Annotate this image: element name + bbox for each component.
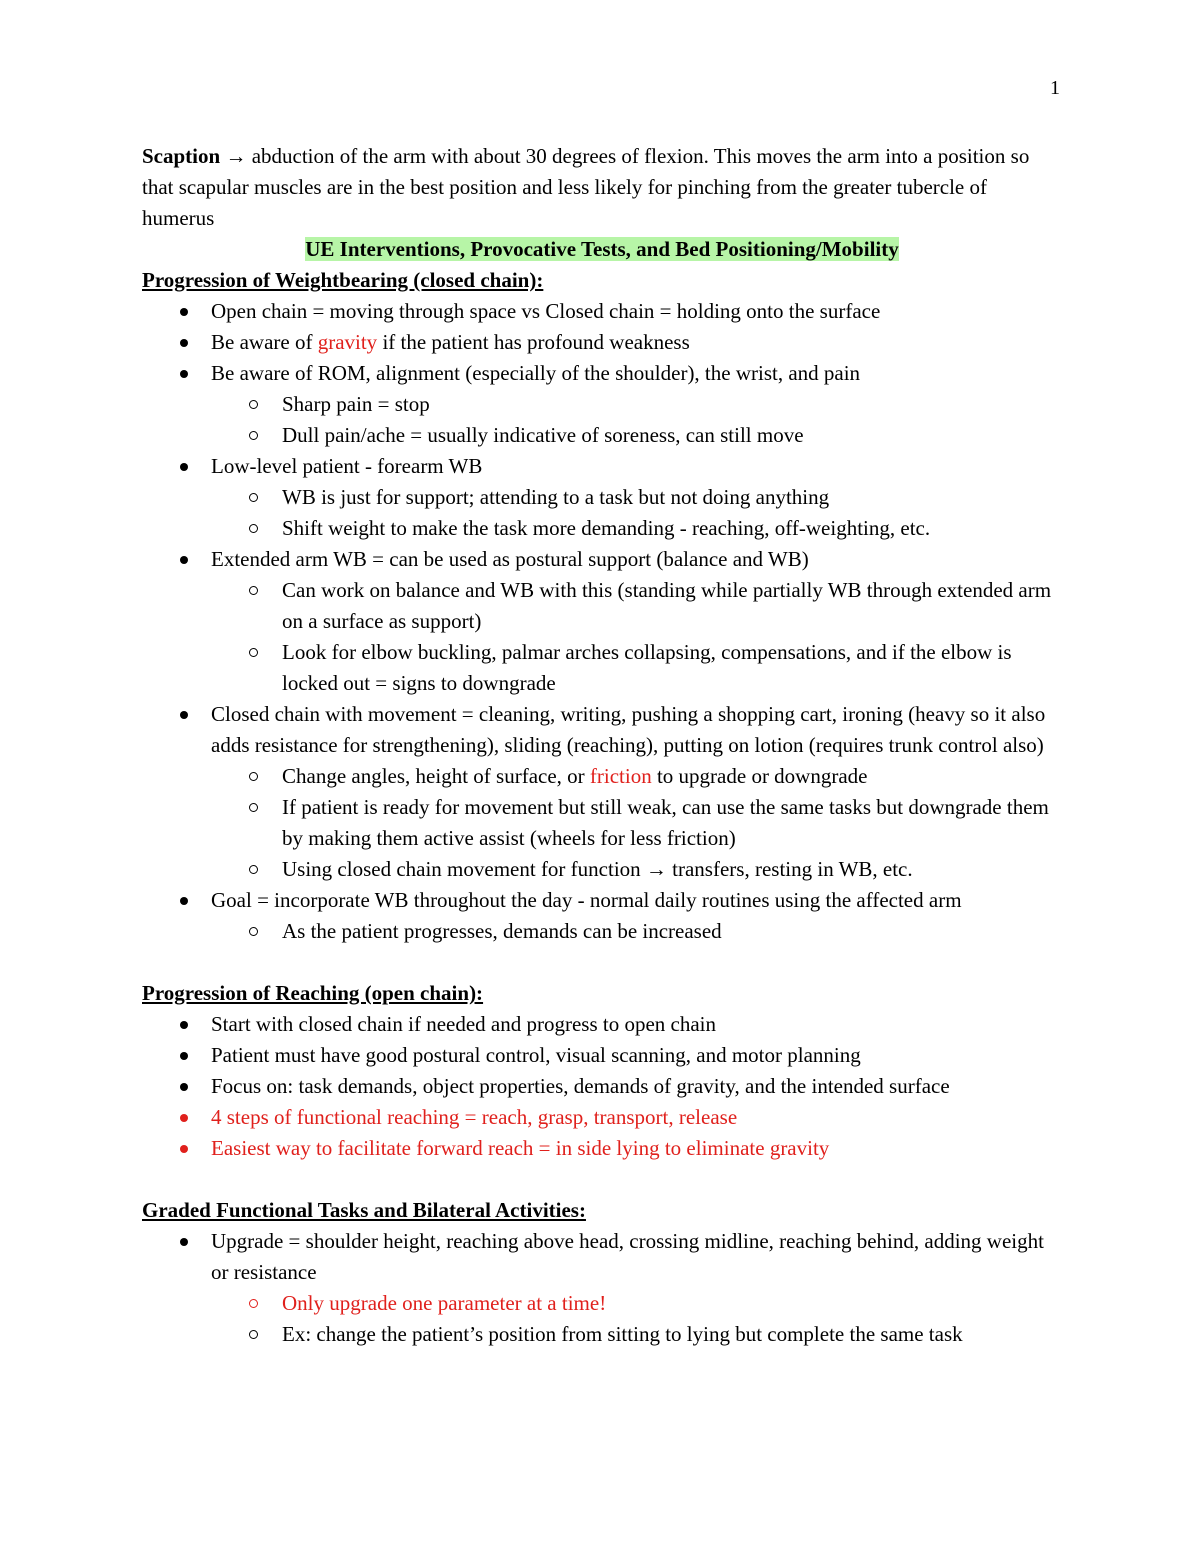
list-item-text: Be aware of	[211, 330, 318, 354]
list-item: Focus on: task demands, object properties, demands of gravity, and the intended surface	[142, 1071, 1062, 1102]
sub-list-item: Ex: change the patient’s position from sitting to lying but complete the same task	[142, 1319, 1062, 1350]
sub-list-item: Can work on balance and WB with this (standing while partially WB through extended arm on a surface as support)	[142, 575, 1062, 637]
section-heading-weightbearing: Progression of Weightbearing (closed chain):	[142, 268, 544, 292]
scaption-definition	[142, 141, 1062, 234]
highlight-gravity: gravity	[317, 330, 378, 354]
scaption-term: Scaption	[142, 144, 221, 168]
sub-list-item: If patient is ready for movement but still weak, can use the same tasks but downgrade them by making them active assist (wheels for less friction)	[142, 792, 1062, 854]
list-item-text: to upgrade or downgrade	[651, 764, 868, 788]
weightbearing-list	[142, 296, 1062, 947]
main-heading-text: UE Interventions, Provocative Tests, and Bed Positioning/Mobility	[305, 237, 899, 261]
graded-list	[142, 1226, 1062, 1350]
section-heading-reaching: Progression of Reaching (open chain):	[142, 981, 484, 1005]
list-item: 4 steps of functional reaching = reach, grasp, transport, release	[142, 1102, 1062, 1133]
list-item: Upgrade = shoulder height, reaching above head, crossing midline, reaching behind, adding weight or resistance	[142, 1226, 1062, 1288]
document-body	[142, 141, 1062, 1350]
sub-list-item: Shift weight to make the task more demanding - reaching, off-weighting, etc.	[142, 513, 1062, 544]
sub-list-item: Look for elbow buckling, palmar arches collapsing, compensations, and if the elbow is locked out = signs to downgrade	[142, 637, 1062, 699]
list-item-text: Change angles, height of surface, or	[282, 764, 590, 788]
list-item: Goal = incorporate WB throughout the day - normal daily routines using the affected arm	[142, 885, 1062, 916]
sub-list-item: Dull pain/ache = usually indicative of soreness, can still move	[142, 420, 1062, 451]
list-item: Be aware of ROM, alignment (especially of the shoulder), the wrist, and pain	[142, 358, 1062, 389]
list-item: Extended arm WB = can be used as postural support (balance and WB)	[142, 544, 1062, 575]
list-item-text: if the patient has profound weakness	[377, 330, 690, 354]
highlight-friction: friction	[589, 764, 652, 788]
spacer	[142, 1164, 1062, 1195]
sub-list-item: WB is just for support; attending to a task but not doing anything	[142, 482, 1062, 513]
list-item: Open chain = moving through space vs Closed chain = holding onto the surface	[142, 296, 1062, 327]
scaption-text: → abduction of the arm with about 30 degrees of flexion. This moves the arm into a position so that scapular muscles are in the best position and less likely for pinching from the greater tubercle of humerus	[142, 144, 1030, 230]
main-heading	[142, 234, 1062, 265]
list-item	[142, 327, 1062, 358]
reaching-list	[142, 1009, 1062, 1164]
page-number: 1	[1050, 77, 1060, 99]
spacer	[142, 947, 1062, 978]
list-item: Start with closed chain if needed and progress to open chain	[142, 1009, 1062, 1040]
sub-list-item: As the patient progresses, demands can be increased	[142, 916, 1062, 947]
sub-list-item: Only upgrade one parameter at a time!	[142, 1288, 1062, 1319]
list-item: Easiest way to facilitate forward reach = in side lying to eliminate gravity	[142, 1133, 1062, 1164]
list-item: Low-level patient - forearm WB	[142, 451, 1062, 482]
list-item: Patient must have good postural control, visual scanning, and motor planning	[142, 1040, 1062, 1071]
section-heading-graded: Graded Functional Tasks and Bilateral Activities:	[142, 1198, 586, 1222]
sub-list-item	[142, 761, 1062, 792]
list-item: Closed chain with movement = cleaning, writing, pushing a shopping cart, ironing (heavy so it also adds resistance for strengthening), sliding (reaching), putting on lotion (requires trunk control also)	[142, 699, 1062, 761]
sub-list-item: Sharp pain = stop	[142, 389, 1062, 420]
sub-list-item: Using closed chain movement for function → transfers, resting in WB, etc.	[142, 854, 1062, 885]
